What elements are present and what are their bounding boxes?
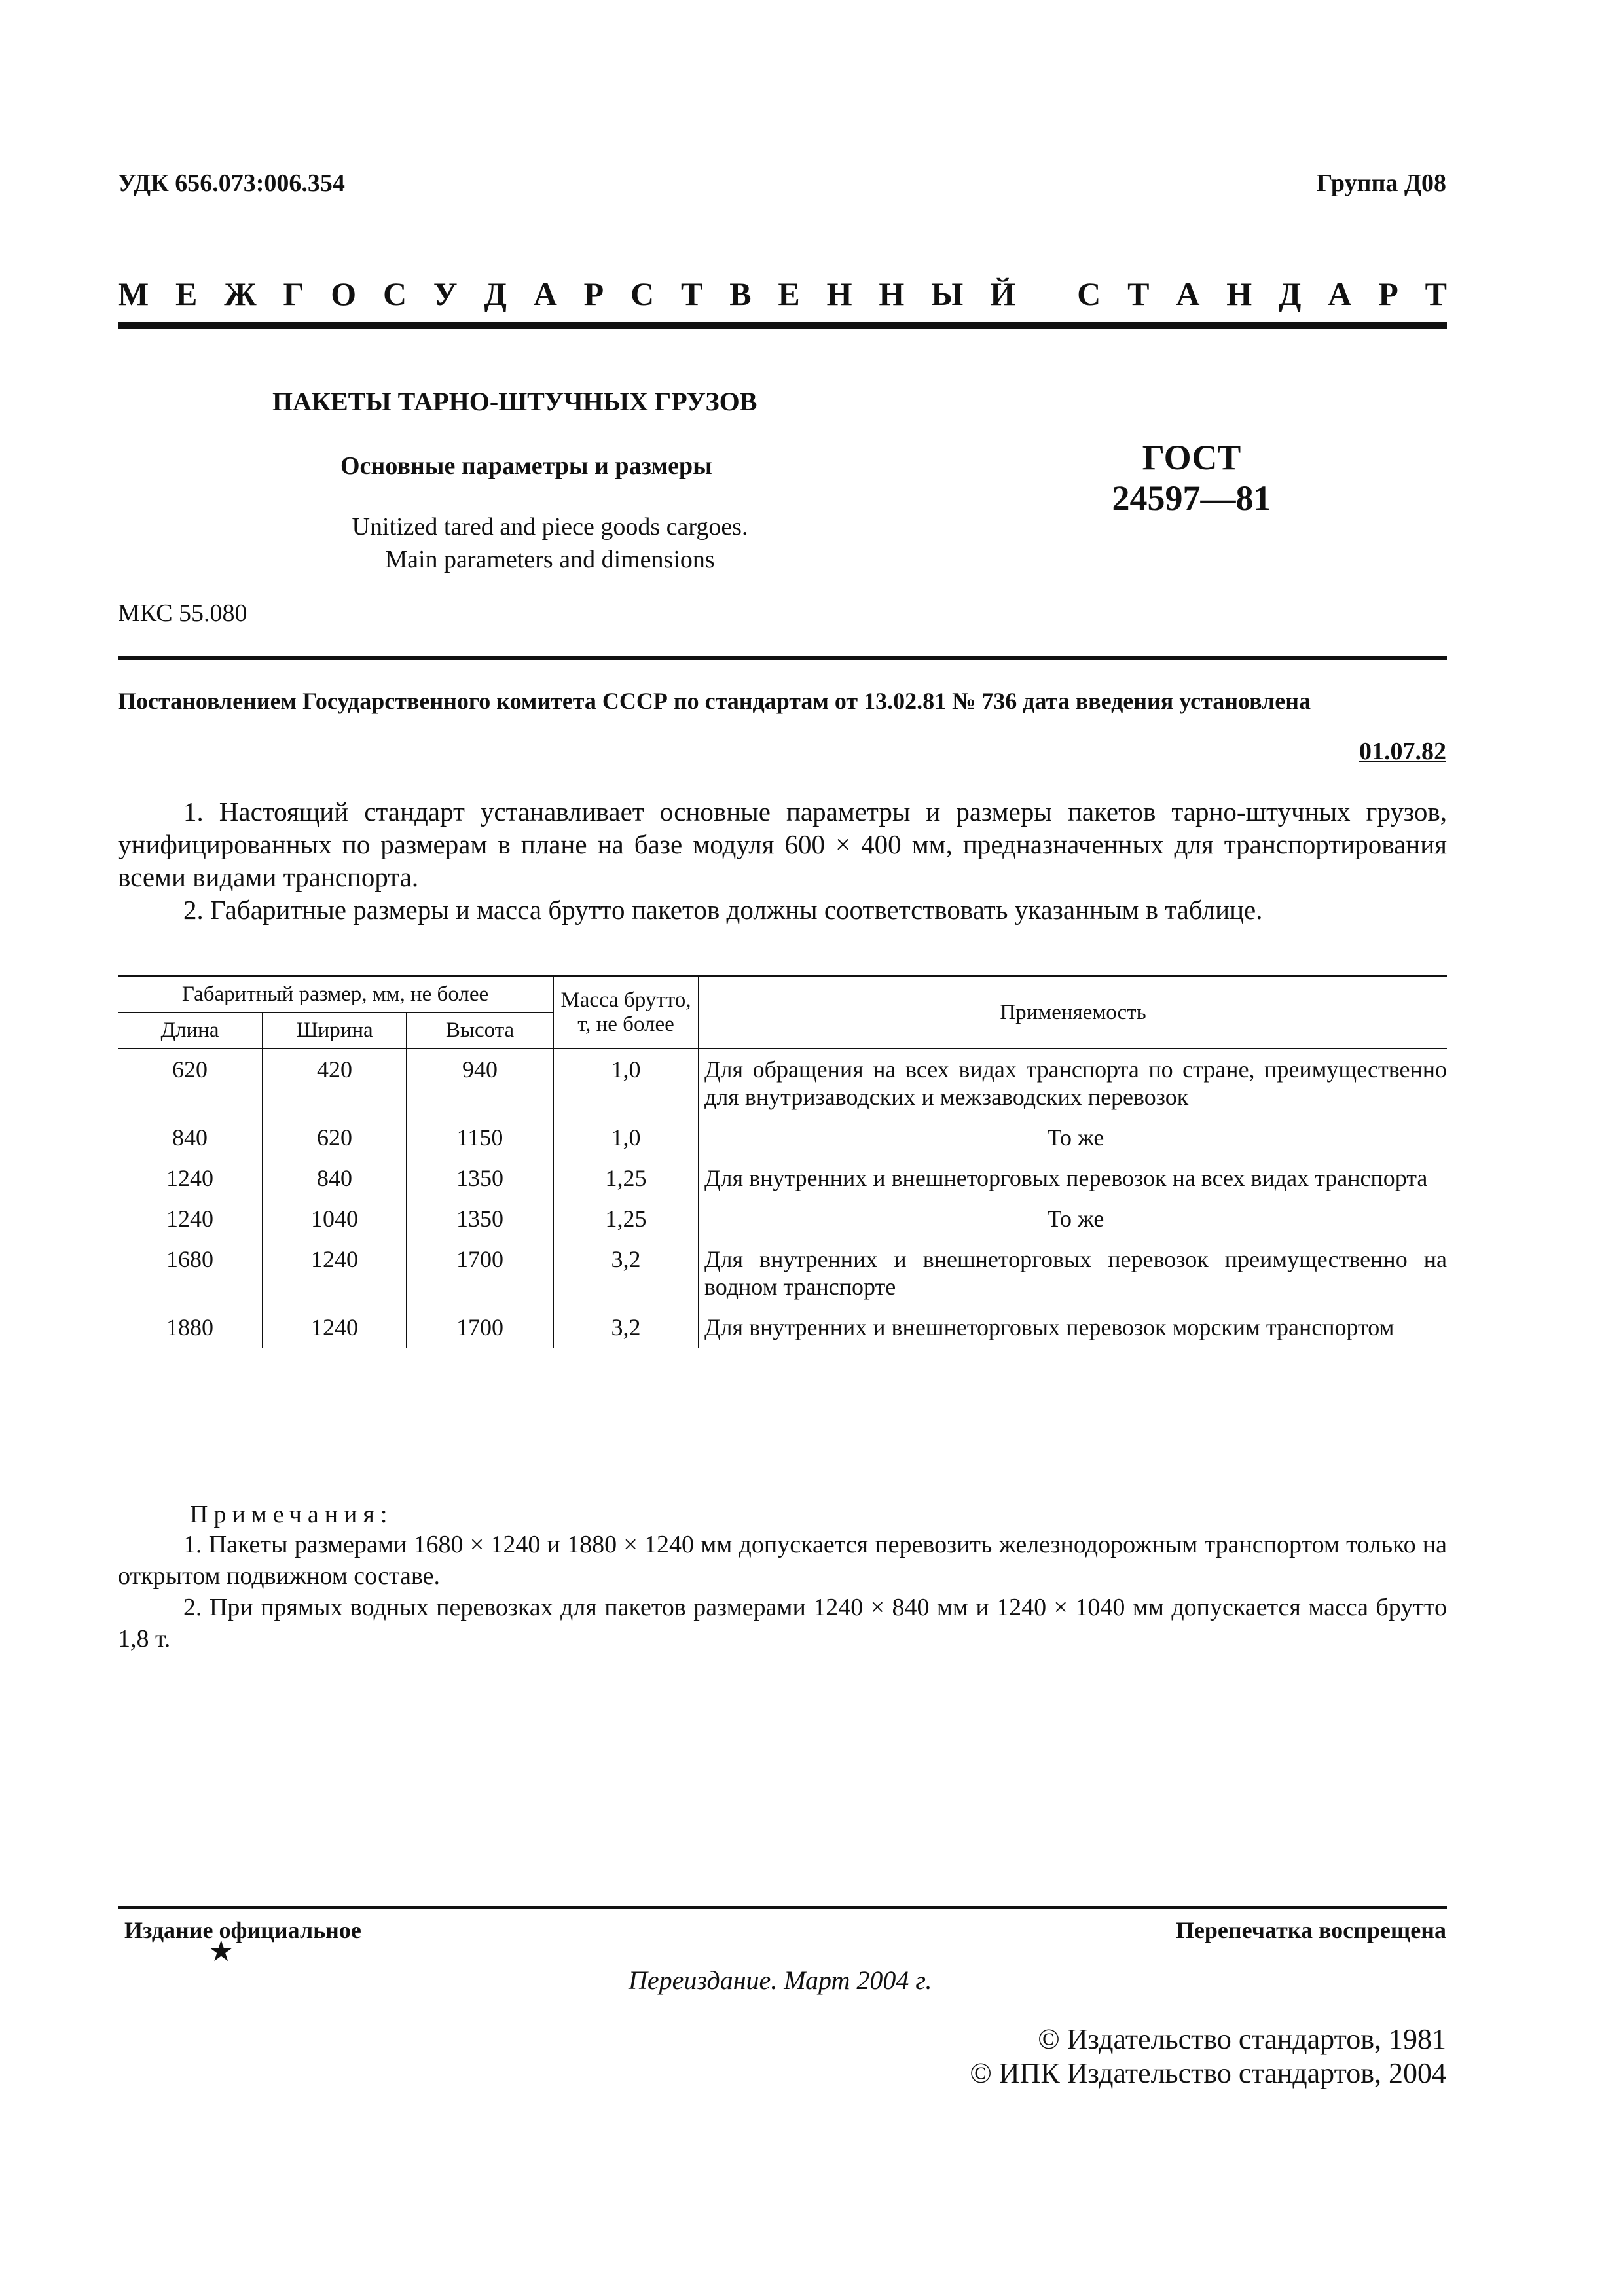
- banner-letter: Е: [778, 276, 800, 312]
- official-edition: Издание официальное: [124, 1917, 361, 1943]
- copyright-1981: © Издательство стандартов, 1981: [1038, 2023, 1446, 2055]
- copyright-2004: © ИПК Издательство стандартов, 2004: [970, 2057, 1446, 2089]
- length-cell: 1680: [166, 1246, 213, 1272]
- reprint-prohibited: Перепечатка воспрещена: [1175, 1917, 1446, 1943]
- application-cell: Для внутренних и внешнеторговых перевозок на всех видах транспорта: [699, 1158, 1447, 1198]
- banner-letter: Н: [826, 276, 852, 312]
- application-cell: Для внутренних и внешнеторговых перевозок морским транспортом: [699, 1307, 1447, 1348]
- group-header: Габаритный размер, мм, не более: [118, 977, 553, 1013]
- mks-code: МКС 55.080: [118, 600, 247, 627]
- banner-letter: Н: [1226, 276, 1252, 312]
- star-icon: ★: [208, 1935, 234, 1967]
- note-1: 1. Пакеты размерами 1680 × 1240 и 1880 × 1240 мм допускается перевозить железнодорожным транспортом только на открытом подвижном составе.: [118, 1531, 1447, 1590]
- table-row: [118, 1239, 1447, 1307]
- mass-cell: 1,0: [553, 1049, 699, 1117]
- banner-letter: М: [118, 276, 149, 312]
- mass-cell: 1,0: [553, 1117, 699, 1158]
- effective-date: 01.07.82: [1359, 738, 1446, 765]
- note-2: 2. При прямых водных перевозках для пакетов размерами 1240 × 840 мм и 1240 × 1040 мм допускается масса брутто 1,8 т.: [118, 1594, 1447, 1653]
- banner-letter: Е: [175, 276, 198, 312]
- mass-cell: 1,25: [553, 1198, 699, 1239]
- banner-letter: В: [729, 276, 752, 312]
- banner-letter: А: [1328, 276, 1352, 312]
- document-title: ПАКЕТЫ ТАРНО-ШТУЧНЫХ ГРУЗОВ: [272, 387, 757, 416]
- paragraph-1: 1. Настоящий стандарт устанавливает основные параметры и размеры пакетов тарно-штучных грузов, унифицированных по размерам в плане на базе модуля 600 × 400 мм, предназначенных для транспортирования всеми видами транспорта.: [118, 797, 1447, 892]
- banner-letter: Д: [1279, 276, 1302, 312]
- english-title-line2: Main parameters and dimensions: [385, 546, 715, 573]
- table-row: [118, 1117, 1447, 1158]
- table-row: [118, 1307, 1447, 1348]
- gost-code: 24597—81: [1112, 478, 1271, 518]
- table-row: [118, 1198, 1447, 1239]
- height-header: Высота: [407, 1013, 553, 1049]
- length-cell: 1240: [166, 1165, 213, 1191]
- mass-cell: 3,2: [553, 1239, 699, 1307]
- width-cell: 840: [263, 1158, 407, 1198]
- mass-cell: 3,2: [553, 1307, 699, 1348]
- width-cell: 1040: [263, 1198, 407, 1239]
- height-cell: 1150: [407, 1117, 553, 1158]
- banner-letter: [1042, 275, 1051, 313]
- table-row: [118, 1049, 1447, 1117]
- length-cell: 1880: [166, 1314, 213, 1340]
- length-cell: 840: [172, 1124, 208, 1151]
- banner-letter: Н: [879, 276, 905, 312]
- banner-letter: Р: [583, 276, 604, 312]
- document-subtitle: Основные параметры и размеры: [340, 452, 712, 480]
- banner-letter: Р: [1378, 276, 1398, 312]
- udc-code: УДК 656.073:006.354: [118, 170, 345, 197]
- application-header: Применяемость: [699, 977, 1447, 1049]
- banner-letter: А: [1176, 276, 1200, 312]
- table-row: [118, 1158, 1447, 1198]
- banner-letter: Г: [283, 276, 304, 312]
- footer-rule: [118, 1906, 1447, 1909]
- height-cell: 1700: [407, 1307, 553, 1348]
- height-cell: 1700: [407, 1239, 553, 1307]
- banner-letter: Ж: [224, 276, 257, 312]
- length-cell: 1240: [166, 1206, 213, 1232]
- title-rule: [118, 656, 1447, 660]
- banner-letter: Д: [484, 276, 507, 312]
- application-cell: Для внутренних и внешнеторговых перевозок преимущественно на водном транспорте: [699, 1239, 1447, 1307]
- notes-heading: Примечания:: [190, 1501, 393, 1528]
- banner-letter: Й: [990, 276, 1015, 312]
- width-cell: 1240: [263, 1239, 407, 1307]
- height-cell: 1350: [407, 1158, 553, 1198]
- english-title-line1: Unitized tared and piece goods cargoes.: [352, 513, 748, 541]
- dimensions-table: [118, 975, 1447, 1348]
- banner-letter: Т: [1127, 276, 1150, 312]
- application-cell: Для обращения на всех видах транспорта по стране, преимущественно для внутризаводских и межзаводских перевозок: [699, 1049, 1447, 1117]
- banner-letter: Т: [1425, 276, 1447, 312]
- header-rule: [118, 322, 1447, 329]
- application-cell: То же: [699, 1198, 1447, 1239]
- application-cell: То же: [699, 1117, 1447, 1158]
- gost-number: [1061, 437, 1322, 518]
- height-cell: 1350: [407, 1198, 553, 1239]
- reissue-note: Переиздание. Март 2004 г.: [629, 1965, 932, 1995]
- mass-header: Масса брутто, т, не более: [553, 977, 699, 1049]
- mass-cell: 1,25: [553, 1158, 699, 1198]
- banner-letter: С: [1077, 276, 1101, 312]
- width-cell: 420: [263, 1049, 407, 1117]
- english-title: [262, 511, 838, 576]
- banner-letter: Ы: [931, 276, 964, 312]
- banner-letter: У: [433, 276, 458, 312]
- banner-letter: С: [382, 276, 407, 312]
- banner-letter: Т: [681, 276, 703, 312]
- width-cell: 620: [263, 1117, 407, 1158]
- paragraph-2: 2. Габаритные размеры и масса брутто пакетов должны соответствовать указанным в таблице.: [183, 895, 1263, 925]
- banner-letter: С: [630, 276, 655, 312]
- table-body: [118, 1049, 1447, 1348]
- length-cell: 620: [172, 1056, 208, 1083]
- banner-letter: О: [331, 276, 357, 312]
- decree-text: Постановлением Государственного комитета СССР по стандартам от 13.02.81 № 736 дата введения установлена: [118, 688, 1311, 714]
- length-header: Длина: [118, 1013, 263, 1049]
- group-code: Группа Д08: [1317, 170, 1446, 197]
- standard-banner: [118, 275, 1447, 313]
- height-cell: 940: [407, 1049, 553, 1117]
- width-header: Ширина: [263, 1013, 407, 1049]
- width-cell: 1240: [263, 1307, 407, 1348]
- banner-letter: А: [533, 276, 557, 312]
- gost-label: ГОСТ: [1142, 438, 1241, 477]
